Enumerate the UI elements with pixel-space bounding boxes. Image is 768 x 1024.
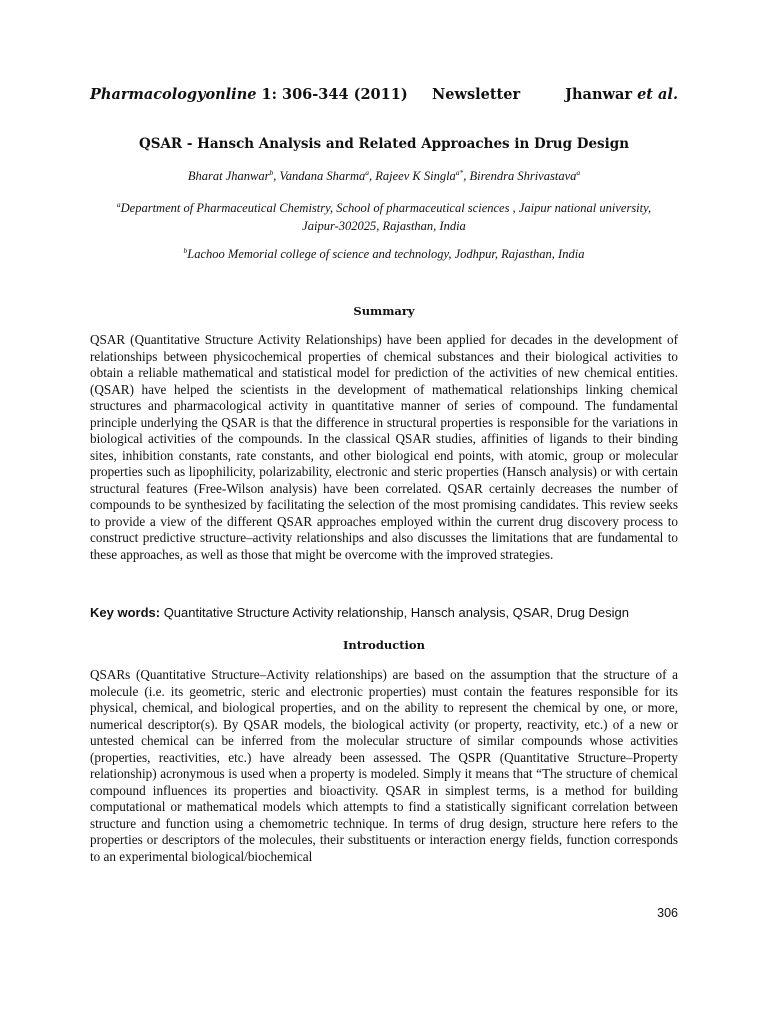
author-name: , Vandana Sharma [273, 169, 366, 183]
author-affil-marker: a [576, 167, 581, 177]
journal-name: Pharmacologyonline [90, 86, 257, 103]
paper-title: QSAR - Hansch Analysis and Related Approaches in Drug Design [138, 136, 630, 152]
volume-pages: 1: 306-344 (2011) [256, 86, 408, 103]
summary-heading: Summary [353, 304, 415, 318]
author-affil-marker: a* [455, 167, 464, 177]
affiliation-marker: b [183, 245, 188, 255]
summary-paragraph: QSAR (Quantitative Structure Activity Relationships) have been applied for decades in the development of relationships between physicochemical properties of chemical substances and their biological activities to obtain a reliable mathematical and statistical model for prediction of the activities of new chemical entities. (QSAR) have helped the scientists in the development of mathematical relationships linking chemical structures and pharmacological activity in quantitative manner of series of compound. The fundamental principle underlying the QSAR is that the difference in structural properties is responsible for the variations in biological activities of the compounds. In the classical QSAR studies, affinities of ligands to their binding sites, inhibition constants, rate constants, and other biological end points, with atomic, group or molecular properties such as lipophilicity, polarizability, electronic and steric properties (Hansch analysis) or with certain structural features (Free-Wilson analysis) have been correlated. QSAR certainly decreases the number of compounds to be synthesized by facilitating the selection of the most promising candidates. This review seeks to provide a view of the different QSAR approaches employed within the current drug discovery process to construct predictive structure–activity relationships and also discusses the limitations that are fundamental to these approaches, as well as those that might be overcome with the improved strategies. [90, 332, 678, 562]
affiliation-text: Lachoo Memorial college of science and technology, Jodhpur, Rajasthan, India [187, 247, 585, 261]
introduction-heading: Introduction [343, 638, 425, 652]
author-list [0, 169, 768, 184]
keywords [90, 605, 678, 620]
journal-citation [90, 86, 408, 103]
affiliation-a [110, 199, 658, 235]
keywords-label: Key words: [90, 605, 161, 620]
affiliation-marker: a [116, 199, 121, 209]
header-etal: et al. [632, 86, 678, 103]
section-label: Newsletter [432, 86, 521, 103]
author-affil-marker: a [365, 167, 369, 177]
introduction-paragraph: QSARs (Quantitative Structure–Activity relationships) are based on the assumption that the structure of a molecule (i.e. its geometric, steric and electronic properties) must contain the features responsible for its physical, chemical, and biological properties, and on the ability to represent the chemical by one, or more, numerical descriptor(s). By QSAR models, the biological activity (or property, reactivity, etc.) of a new or untested chemical can be inferred from the molecular structure of similar compounds whose activities (properties, reactivities, etc.) have already been assessed. The QSPR (Quantitative Structure–Property relationship) acronymous is used when a property is modeled. Simply it means that “The structure of chemical compound influences its properties and bioactivity. QSAR in simplest terms, is a method for building computational or mathematical models which attempts to find a statistically significant correlation between structure and function using a chemometric technique. In terms of drug design, structure here refers to the properties or descriptors of the molecules, their substituents or interaction energy fields, function corresponds to an experimental biological/biochemical [90, 667, 678, 864]
page-number: 306 [657, 906, 678, 920]
running-header [90, 86, 678, 108]
header-author-name: Jhanwar [565, 86, 633, 103]
affiliation-b [110, 245, 658, 263]
author-name: , Rajeev K Singla [369, 169, 456, 183]
keywords-text: Quantitative Structure Activity relationship, Hansch analysis, QSAR, Drug Design [160, 605, 630, 620]
author-affil-marker: b [269, 167, 274, 177]
affiliation-text: Department of Pharmaceutical Chemistry, School of pharmaceutical sciences , Jaipur national university, Jaipur-302025, Rajasthan, India [120, 201, 652, 233]
header-authors [565, 86, 678, 103]
author-name: Bharat Jhanwar [187, 169, 270, 183]
author-name: , Birendra Shrivastava [463, 169, 577, 183]
